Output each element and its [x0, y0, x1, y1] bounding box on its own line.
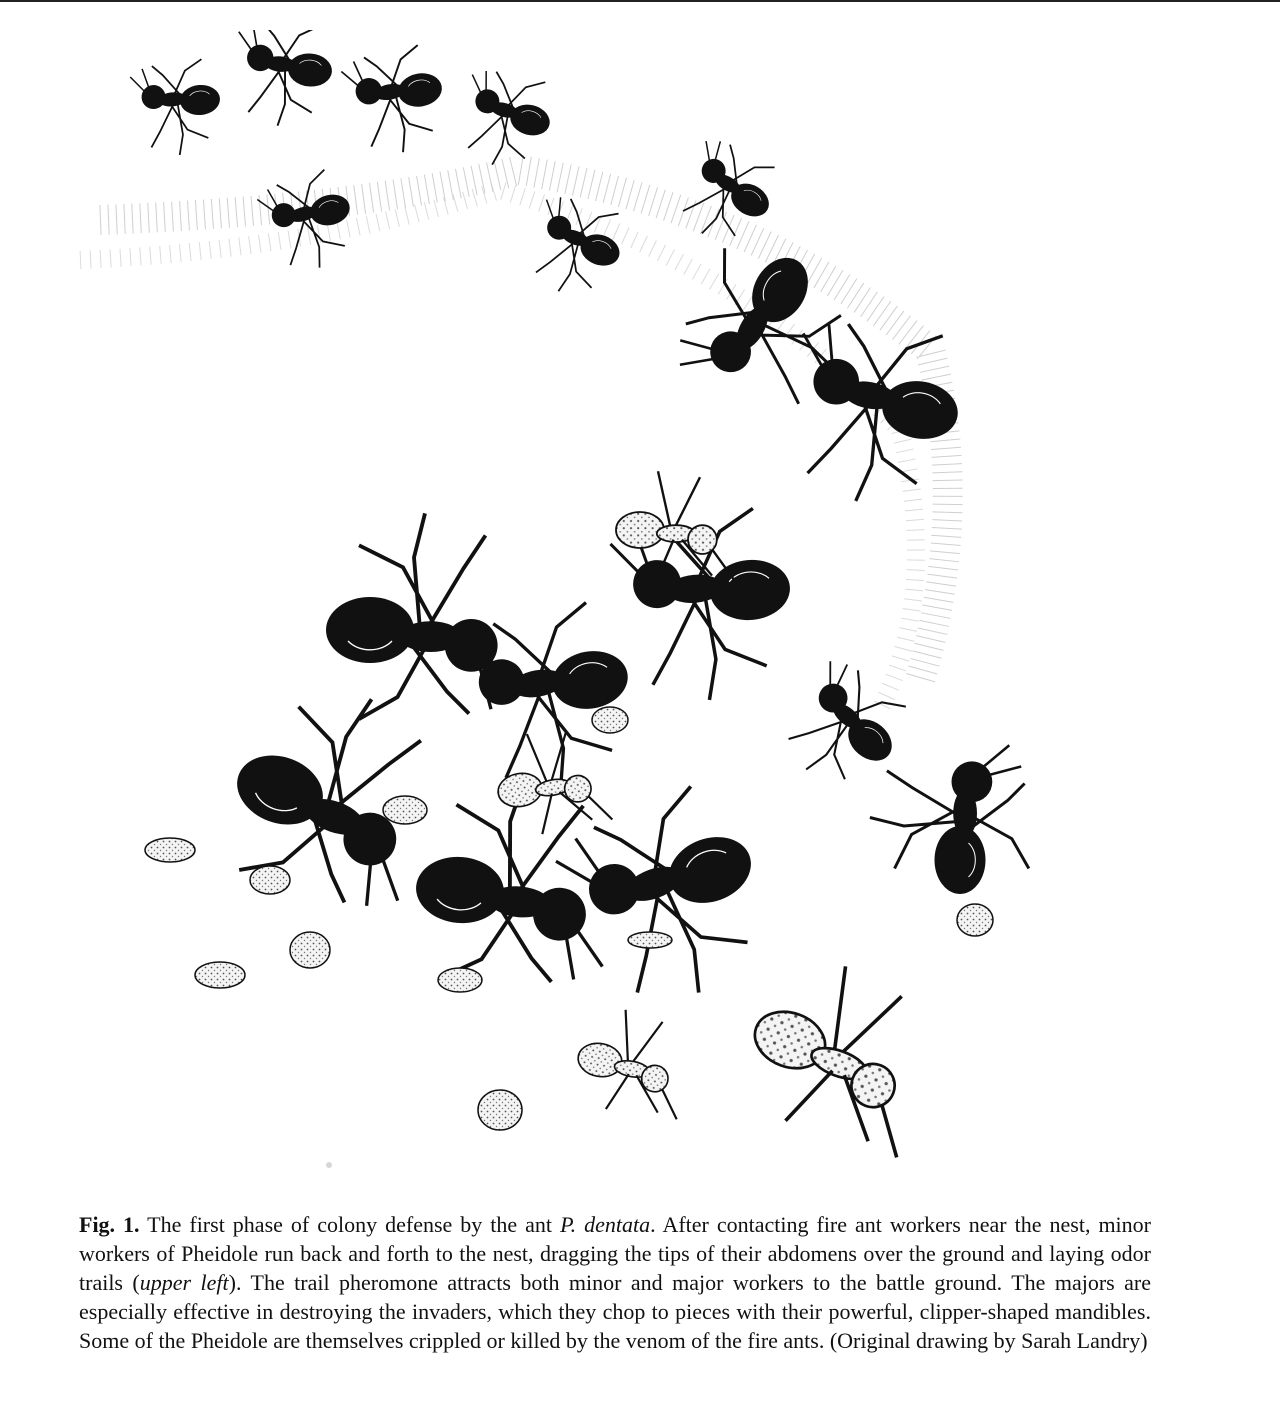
- figure-label: Fig. 1.: [79, 1212, 140, 1237]
- caption-text-1: The first phase of colony defense by the ant: [139, 1212, 561, 1237]
- ant-illustration: [60, 30, 1060, 1180]
- top-rule: [0, 0, 1280, 2]
- odor-trail-stipple: [80, 170, 948, 710]
- caption-text-3: ). The trail pheromone attracts both minor and major workers to the battle ground. The majors are especially effective in destroying the invaders, which they chop to pieces with their powerful, clipper-shaped mandibles. Some of the Pheidole are themselves crippled or killed by the venom of the fire ants. (Original drawing by Sarah Landry): [79, 1270, 1152, 1353]
- position-note: upper left: [139, 1270, 229, 1295]
- species-name: P. dentata: [560, 1212, 651, 1237]
- figure-caption: [79, 1210, 1151, 1355]
- smudge-dot: [326, 1162, 332, 1168]
- caption-text-2: . After contacting fire ant workers near the nest, minor workers of Pheidole run back and forth to the nest, dragging the tips of their abdomens over the ground and laying odor trails (: [79, 1212, 1151, 1295]
